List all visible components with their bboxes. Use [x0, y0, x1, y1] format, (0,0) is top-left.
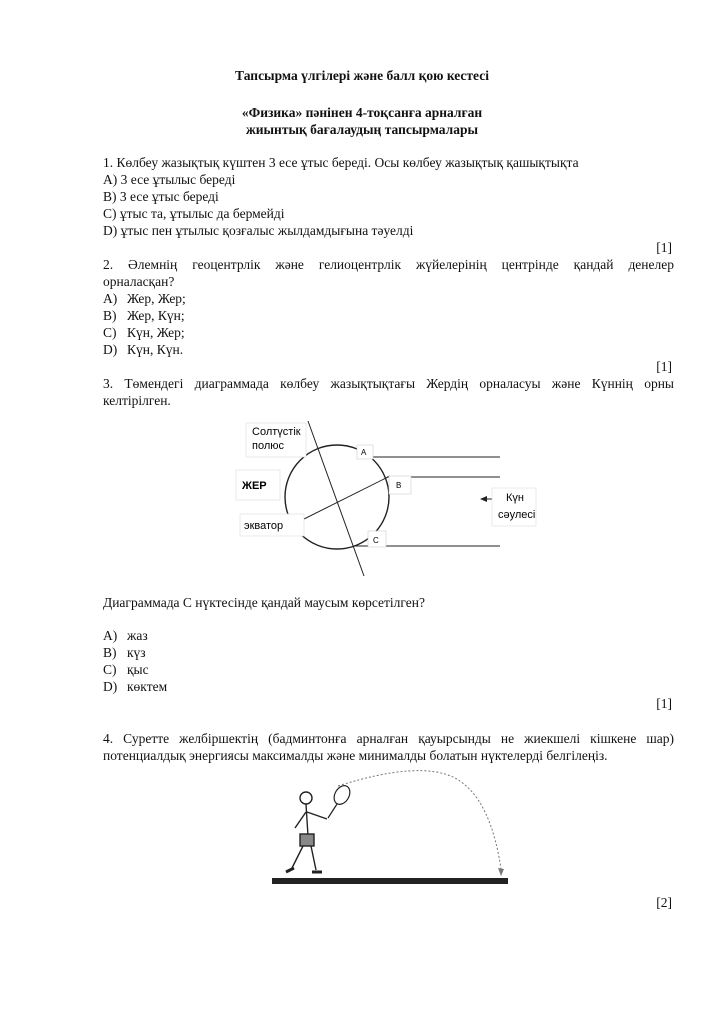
question-2-option-a: A) Жер, Жер;: [103, 291, 186, 306]
sun-rays-label-line1: Күн: [506, 492, 524, 504]
badminton-illustration: [270, 768, 520, 892]
question-2-option-c: C) Күн, Жер;: [103, 325, 185, 340]
shuttlecock-trajectory: [338, 771, 502, 876]
question-3-text-line1: 3. Төмендегі диаграммада көлбеу жазықтықтағы Жердің орналасуы және Күннің орны: [103, 376, 674, 391]
question-4-text-line1: 4. Суретте желбіршектің (бадминтонға арналған қауырсынды не жиекшелі кішкене шар): [103, 731, 674, 746]
point-c-label: C: [373, 536, 379, 545]
north-pole-label-line2: полюс: [252, 440, 285, 452]
trajectory-arrow-icon: [498, 868, 504, 876]
question-4-score: [2]: [656, 895, 672, 910]
ground-bar: [272, 878, 508, 884]
north-pole-label-line1: Солтүстік: [252, 426, 301, 438]
question-4-text-line2: потенциалдық энергиясы максималды және минималды болатын нүктелерді белгілеңіз.: [103, 748, 608, 763]
racket-handle: [328, 804, 337, 818]
question-2-option-d: D) Күн, Күн.: [103, 342, 184, 357]
document-subtitle-line1: «Физика» пәнінен 4-тоқсанға арналған: [241, 105, 483, 120]
question-2-text-line2: орналасқан?: [103, 274, 175, 289]
racket-head: [331, 783, 353, 807]
question-2-score: [1]: [656, 359, 672, 374]
question-1-option-c: C) ұтыс та, ұтылыс да бермейді: [103, 206, 285, 221]
question-3-option-a: A) жаз: [103, 628, 148, 643]
document-subtitle-line2: жиынтық бағалаудың тапсырмалары: [245, 122, 479, 137]
point-b-label: B: [396, 481, 402, 490]
question-3-option-d: D) көктем: [103, 679, 168, 694]
earth-label: ЖЕР: [242, 480, 267, 492]
point-a-label: A: [361, 448, 367, 457]
question-1-option-b: B) 3 есе ұтыс береді: [103, 189, 219, 204]
question-2-text-line1: 2. Әлемнің геоцентрлік және гелиоцентрлік жүйелерінің центрінде қандай денелер: [103, 257, 674, 272]
equator-label: экватор: [244, 520, 284, 532]
question-3-option-b: B) күз: [103, 645, 146, 660]
question-1-score: [1]: [656, 240, 672, 255]
question-3-score: [1]: [656, 696, 672, 711]
player-figure: [286, 792, 327, 872]
question-1-option-a: A) 3 есе ұтылыс береді: [103, 172, 236, 187]
question-1-text: 1. Көлбеу жазықтық күштен 3 есе ұтыс береді. Осы көлбеу жазықтық қашықтықта: [103, 155, 579, 170]
question-3-text-line2: келтірілген.: [103, 393, 171, 408]
question-1-option-d: D) ұтыс пен ұтылыс қозғалыс жылдамдығына тәуелді: [103, 223, 414, 238]
question-3-question: Диаграммада С нүктесінде қандай маусым көрсетілген?: [103, 595, 425, 610]
question-3-option-c: C) қыс: [103, 662, 149, 677]
document-title: Тапсырма үлгілері және балл қою кестесі: [235, 68, 489, 83]
earth-sun-diagram: [230, 418, 536, 578]
sun-rays-label-line2: сәулесі: [498, 509, 536, 521]
arrow-head-icon: [480, 496, 487, 502]
earth-axis: [308, 421, 364, 576]
question-2-option-b: B) Жер, Күн;: [103, 308, 185, 323]
